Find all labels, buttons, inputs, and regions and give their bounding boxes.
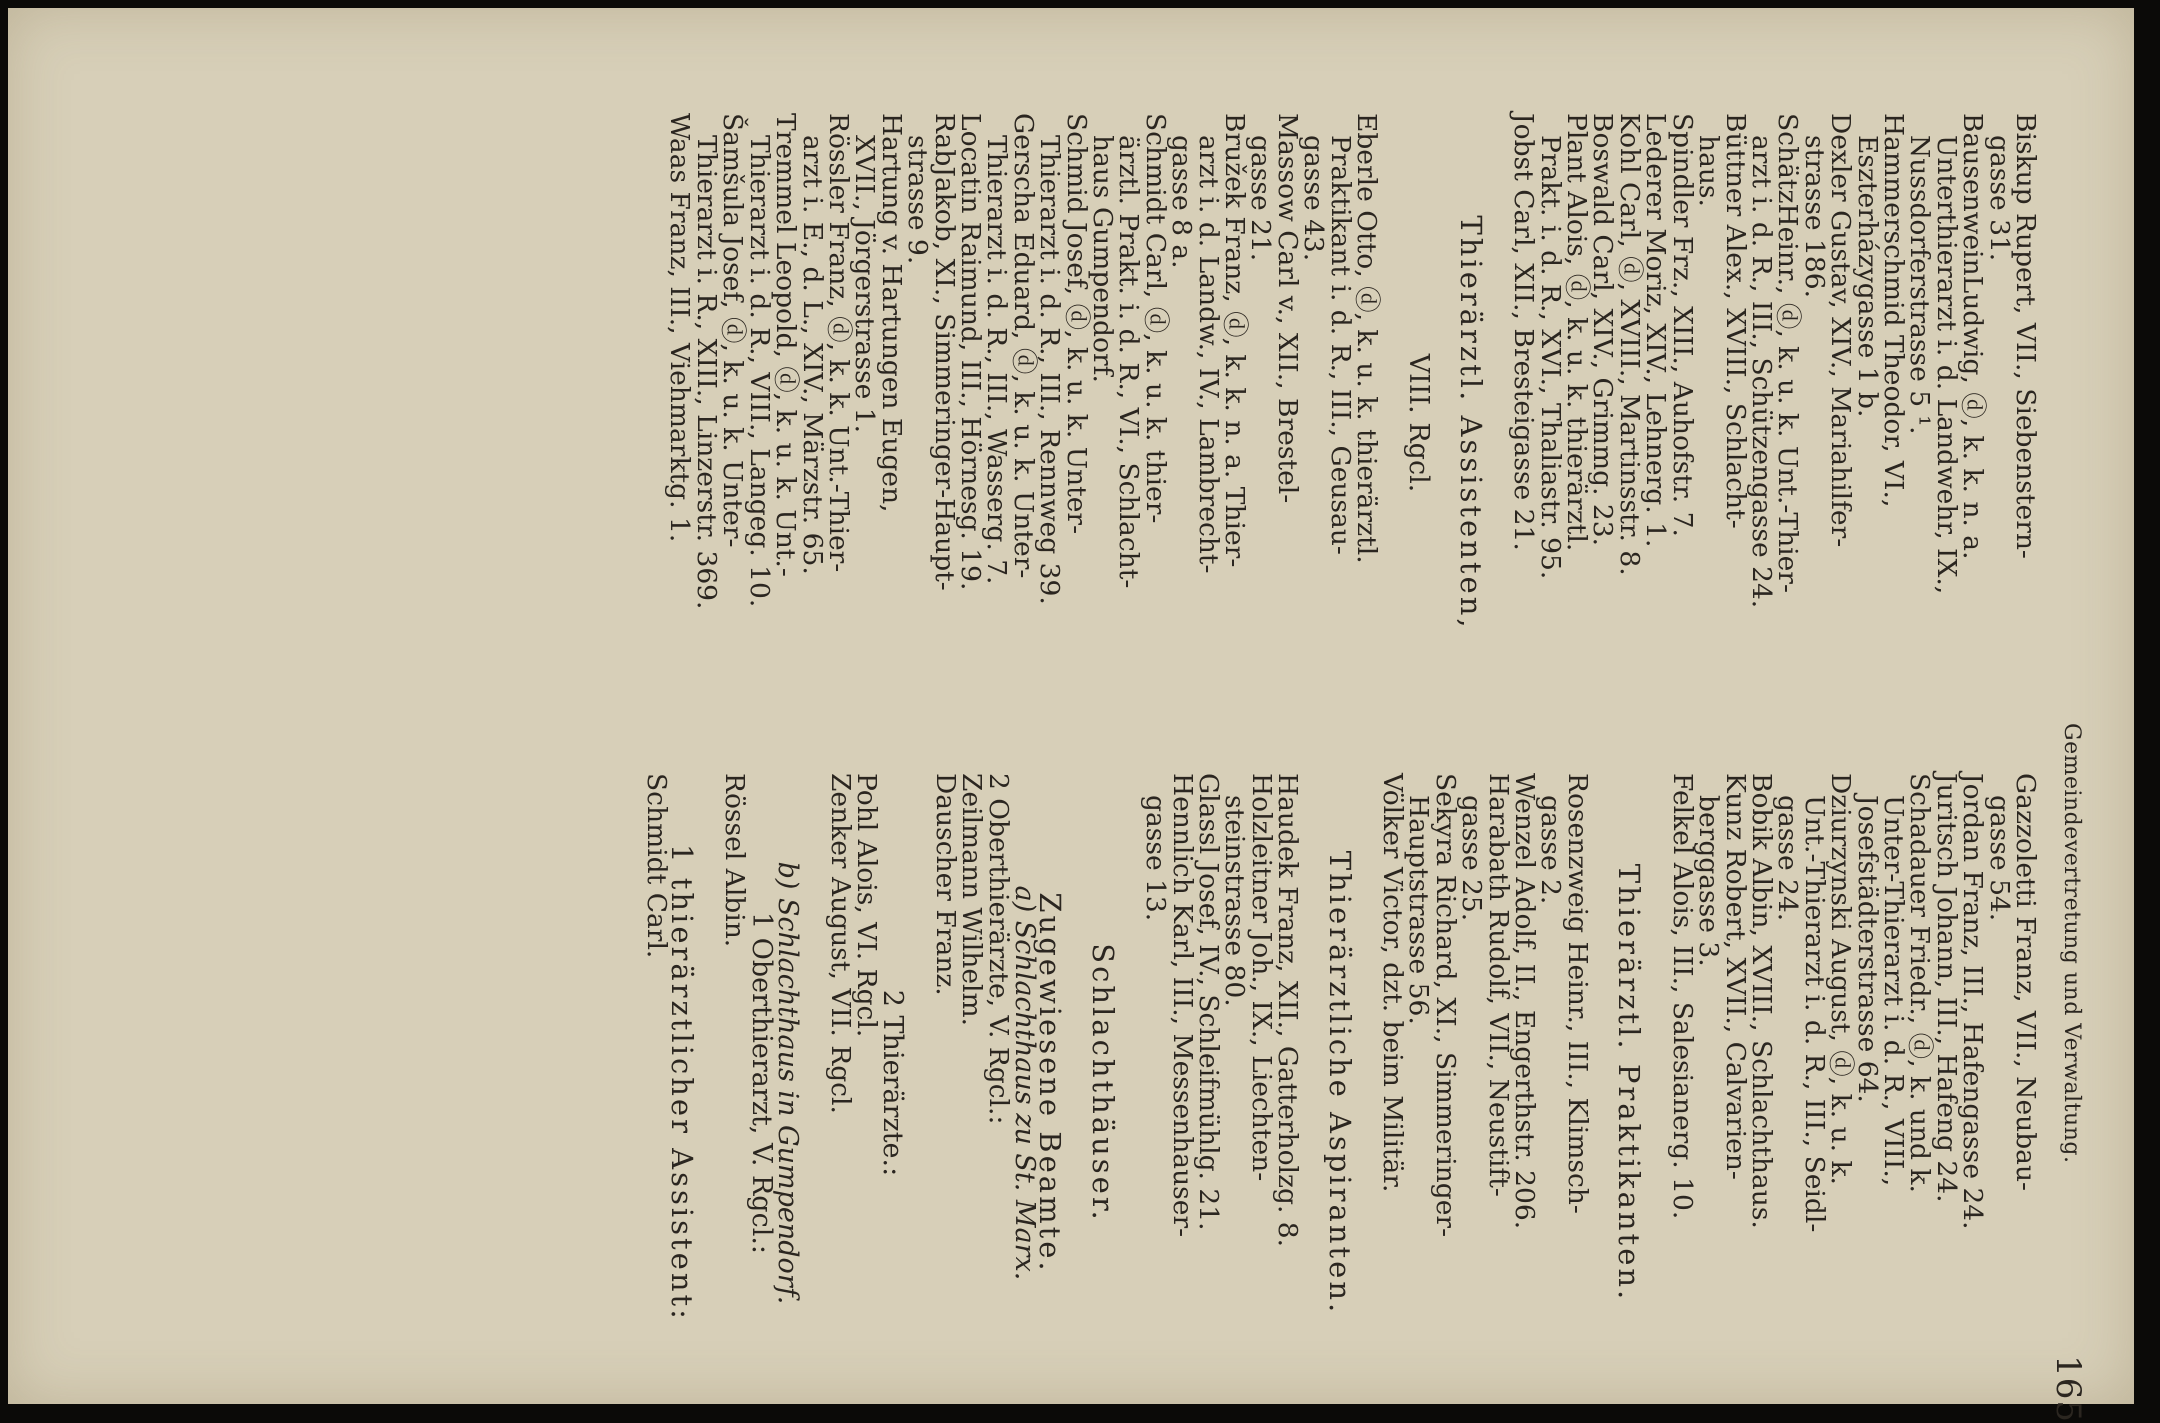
entry-line: Rössler Franz, ⓓ, k. k. Unt.-Thier-	[822, 113, 854, 573]
entry-line: Hammerschmid Theodor, VI.,	[1877, 113, 1909, 508]
entry-line: berggasse 3.	[1693, 795, 1725, 967]
directory-entry	[1272, 773, 1304, 1393]
entry-line: Eberle Otto, ⓓ, k. u. k. thierärztl.	[1351, 113, 1383, 564]
entry-line: Schmid Josef, ⓓ, k. u. k. Unter-	[1060, 113, 1092, 535]
entry-line: Massow Carl v., XII., Brestel-	[1271, 113, 1303, 504]
directory-entry	[1745, 113, 1804, 733]
entry-line: Thierarzt i. R., XIII., Linzerstr. 369.	[690, 135, 722, 610]
entry-line: Biskup Rupert, VII., Siebenstern-	[2010, 113, 2041, 559]
left-column	[664, 113, 2041, 733]
entry-line: steinstrasse 80.	[1219, 795, 1251, 1007]
entry-line: Dexler Gustav, XIV., Mariahilfer-	[1825, 113, 1857, 548]
entry-line: Thierarzt i. d. R., III., Rennweg 39.	[1034, 135, 1066, 605]
entry-line: Holzleitner Joh., IX., Liechten-	[1245, 773, 1277, 1182]
name-line: Pohl Alois, VI. Rgcl.	[850, 773, 882, 1038]
entry-line: XVII., Jörgerstrasse 1.	[849, 135, 881, 434]
directory-entry	[1166, 113, 1251, 733]
directory-entry	[1666, 113, 1698, 733]
entry-line: gasse 8 a.	[1166, 135, 1198, 269]
entry-line: arzt i. E., d. L., XIV., Märzstr. 65.	[796, 135, 828, 575]
section-subheading: VIII. Rgcl.	[1403, 353, 1435, 493]
rotated-page-content	[8, 8, 2160, 1423]
directory-entry	[1087, 113, 1171, 733]
section-heading: 1 thierärztlicher Assistent:	[664, 844, 699, 1322]
entry-line: Sekyra Richard, XI., Simmeringer-	[1429, 773, 1461, 1238]
entry-line: Tremmel Leopold, ⓓ, k. u. k. Unt.-	[770, 113, 802, 577]
entry-line: Schmidt Carl, ⓓ, k. u. k. thier-	[1139, 113, 1171, 524]
directory-entry	[1772, 773, 1857, 1393]
directory-entry	[1640, 113, 1672, 733]
directory-entry	[1508, 113, 1540, 733]
directory-entry	[743, 113, 802, 733]
section-heading: Thierärztl. Praktikanten.	[1612, 863, 1647, 1303]
directory-entry	[1193, 773, 1225, 1393]
entry-line: Boswald Carl, XIV., Grimmg. 23.	[1587, 113, 1619, 547]
entry-line: BausenweinLudwig, ⓓ, k. k. n. a.	[1957, 113, 1989, 560]
entry-line: gasse 31.	[1983, 135, 2015, 262]
directory-entry	[1140, 773, 1198, 1393]
entry-line: Schadauer Friedr., ⓓ, k. und k.	[1904, 773, 1936, 1193]
entry-line: Šamšula Josef, ⓓ, k. u. k. Unter-	[717, 113, 749, 548]
name-line: 2 Oberthierärzte, V. Rgcl.:	[982, 773, 1014, 1125]
directory-entry	[1693, 113, 1751, 733]
directory-entry	[1613, 113, 1645, 733]
entry-line: Spindler Frz., XIII., Auhofstr. 7.	[1666, 113, 1698, 537]
directory-entry	[902, 113, 960, 733]
entry-line: Hartung v. Hartungen Eugen,	[875, 113, 907, 513]
entry-line: Unt.-Thierarzt i. d. R., III., Seidl-	[1798, 795, 1830, 1233]
directory-entry	[1851, 113, 1909, 733]
directory-entry	[1403, 773, 1461, 1393]
entry-line: Jobst Carl, XII., Bresteigasse 21.	[1508, 113, 1540, 551]
scanned-page	[8, 8, 2134, 1423]
entry-line: Gazzoletti Franz, VII., Neubau-	[2010, 773, 2041, 1191]
entry-line: Bobik Albin, XVIII., Schlachthaus.	[1745, 773, 1777, 1229]
entry-line: Wenzel Adolf, II., Engerthstr. 206.	[1509, 773, 1541, 1230]
spacer	[800, 773, 826, 1393]
directory-entry	[1535, 773, 1593, 1393]
entry-line: strasse 186.	[1798, 135, 1830, 299]
directory-entry	[1456, 773, 1514, 1393]
entry-line: Locatin Raimund, III., Hörnesg. 19.	[954, 113, 986, 591]
directory-entry	[1904, 113, 1989, 733]
entry-line: Waas Franz, III., Viehmarktg. 1.	[664, 113, 696, 543]
entry-line: Prakt. i. d. R., XVI., Thaliastr. 95.	[1534, 135, 1566, 580]
entry-line: Gerscha Eduard, ⓓ, k. u. k. Unter-	[1007, 113, 1039, 579]
section-subheading: 1 Oberthierarzt, V. Rgcl.:	[745, 911, 777, 1255]
entry-line: gasse 43.	[1298, 135, 1330, 262]
entry-line: gasse 54.	[1983, 795, 2015, 922]
spacer	[1642, 773, 1668, 1393]
section-heading: Schlachthäuser.	[1085, 943, 1120, 1223]
directory-entry	[1219, 773, 1277, 1393]
entry-line: Felkel Alois, III., Salesianerg. 10.	[1666, 773, 1698, 1220]
page-number: 165	[2048, 1355, 2088, 1423]
directory-entry	[981, 113, 1039, 733]
directory-entry	[1587, 113, 1619, 733]
entry-line: ärztl. Prakt. i. d. R., VI., Schlacht-	[1113, 135, 1145, 589]
entry-line: arzt i. d. Landw., IV., Lambrecht-	[1192, 135, 1224, 574]
spacer	[1379, 113, 1405, 733]
directory-entry	[1851, 773, 1936, 1393]
name-line: Zenker August, VII. Rgcl.	[824, 773, 856, 1114]
directory-entry	[1377, 773, 1409, 1393]
entry-line: Lederer Moriz, XIV., Lehnerg. 1.	[1640, 113, 1672, 548]
directory-entry	[1693, 773, 1751, 1393]
entry-line: Rosenzweig Heinr., III., Klimsch-	[1561, 773, 1593, 1214]
directory-entry	[1034, 113, 1092, 733]
entry-line: Eszterházygasse 1 b.	[1851, 135, 1883, 418]
entry-line: Jordan Franz, III., Hafengasse 24.	[1957, 773, 1989, 1230]
entry-line: Glassl Josef, IV., Schleifmühlg. 21.	[1193, 773, 1225, 1231]
entry-line: arzt i. d. R., III., Schützengasse 24.	[1745, 135, 1777, 609]
entry-line: haus Gumpendorf.	[1087, 135, 1118, 383]
name-line: Zeilmann Wilhelm.	[956, 773, 988, 1027]
spacer	[905, 773, 931, 1393]
entry-line: Völker Victor, dzt. beim Militär.	[1377, 773, 1409, 1193]
entry-line: gasse 13.	[1140, 795, 1172, 922]
entry-line: gasse 21.	[1245, 135, 1277, 262]
entry-line: Thierarzt i. d. R., VIII., Langeg. 10.	[743, 135, 775, 608]
italic-subheading: a) Schlachthaus zu St. Marx.	[1009, 885, 1040, 1281]
entry-line: Dziurzynski August, ⓓ, k. u. k.	[1825, 773, 1857, 1185]
right-column	[640, 773, 2041, 1393]
directory-entry	[1798, 113, 1857, 733]
directory-entry	[1666, 773, 1698, 1393]
directory-entry	[690, 113, 749, 733]
directory-entry	[1983, 773, 2041, 1393]
directory-entry	[1534, 113, 1593, 733]
entry-line: Harabath Rudolf, VII., Neustift-	[1482, 773, 1514, 1197]
entry-line: haus.	[1693, 135, 1725, 207]
entry-line: Unterthierarzt i. d. Landwehr, IX.,	[1930, 135, 1962, 595]
entry-line: Kohl Carl, ⓓ, XVIII., Martinsstr. 8.	[1613, 113, 1645, 576]
entry-line: Nussdorferstrasse 5 ¹.	[1904, 135, 1936, 435]
entry-line: RabJakob, XI., Simmeringer-Haupt-	[928, 113, 960, 591]
running-head: Gemeindevertretung und Verwaltung.	[2059, 723, 2084, 1164]
entry-line: Thierarzt i. d. R., III., Wasserg. 7.	[981, 135, 1013, 585]
directory-entry	[796, 113, 854, 733]
directory-entry	[1745, 773, 1777, 1393]
directory-entry	[849, 113, 907, 733]
italic-subheading: b) Schlachthaus in Gumpendorf.	[772, 861, 804, 1305]
directory-entry	[1930, 773, 1962, 1393]
section-subheading: 2 Thierärzte.:	[877, 989, 909, 1177]
entry-line: Hennlich Karl, III., Messenhauser-	[1166, 773, 1198, 1238]
name-line: Schmidt Carl.	[640, 773, 672, 959]
entry-line: Praktikant i. d. R., III., Geusau-	[1324, 135, 1356, 555]
entry-line: Kunz Robert, XVII., Calvarien-	[1719, 773, 1751, 1180]
directory-entry	[1957, 773, 1989, 1393]
directory-entry	[1245, 113, 1303, 733]
entry-line: Bružek Franz, ⓓ, k. k. n. a. Thier-	[1219, 113, 1251, 568]
entry-line: strasse 9.	[902, 135, 934, 265]
directory-entry	[664, 113, 696, 733]
directory-entry	[954, 113, 986, 733]
entry-line: Juritsch Johann, III., Hafeng 24.	[1930, 773, 1962, 1203]
entry-line: SchätzHeinr., ⓓ, k. u. k. Unt.-Thier-	[1772, 113, 1804, 593]
directory-entry	[1983, 113, 2041, 733]
entry-line: Haudek Franz, XII., Gatterholzg. 8.	[1272, 773, 1304, 1248]
entry-line: gasse 25.	[1456, 795, 1488, 922]
entry-line: gasse 24.	[1772, 795, 1804, 922]
entry-line: gasse 2.	[1535, 795, 1567, 905]
entry-line: Josefstädterstrasse 64.	[1851, 795, 1883, 1103]
name-line: Rössel Albin.	[719, 773, 751, 948]
entry-line: Hauptstrasse 56.	[1403, 795, 1435, 1025]
directory-entry	[1509, 773, 1541, 1393]
section-heading: Thierärztl. Assistenten,	[1453, 215, 1488, 631]
page-header	[2048, 153, 2088, 1423]
entry-line: Plant Alois, ⓓ, k. u. k. thierärztl.	[1561, 113, 1593, 552]
section-heading: Zugewiesene Beamte.	[1033, 892, 1068, 1274]
directory-entry	[1298, 113, 1383, 733]
name-line: Dauscher Franz.	[929, 773, 961, 996]
section-heading: Thierärztliche Aspiranten.	[1322, 850, 1357, 1316]
entry-line: Büttner Alex., XVIII., Schlacht-	[1719, 113, 1751, 529]
entry-line: Unter-Thierarzt i. d. R., VIII.,	[1877, 795, 1909, 1187]
